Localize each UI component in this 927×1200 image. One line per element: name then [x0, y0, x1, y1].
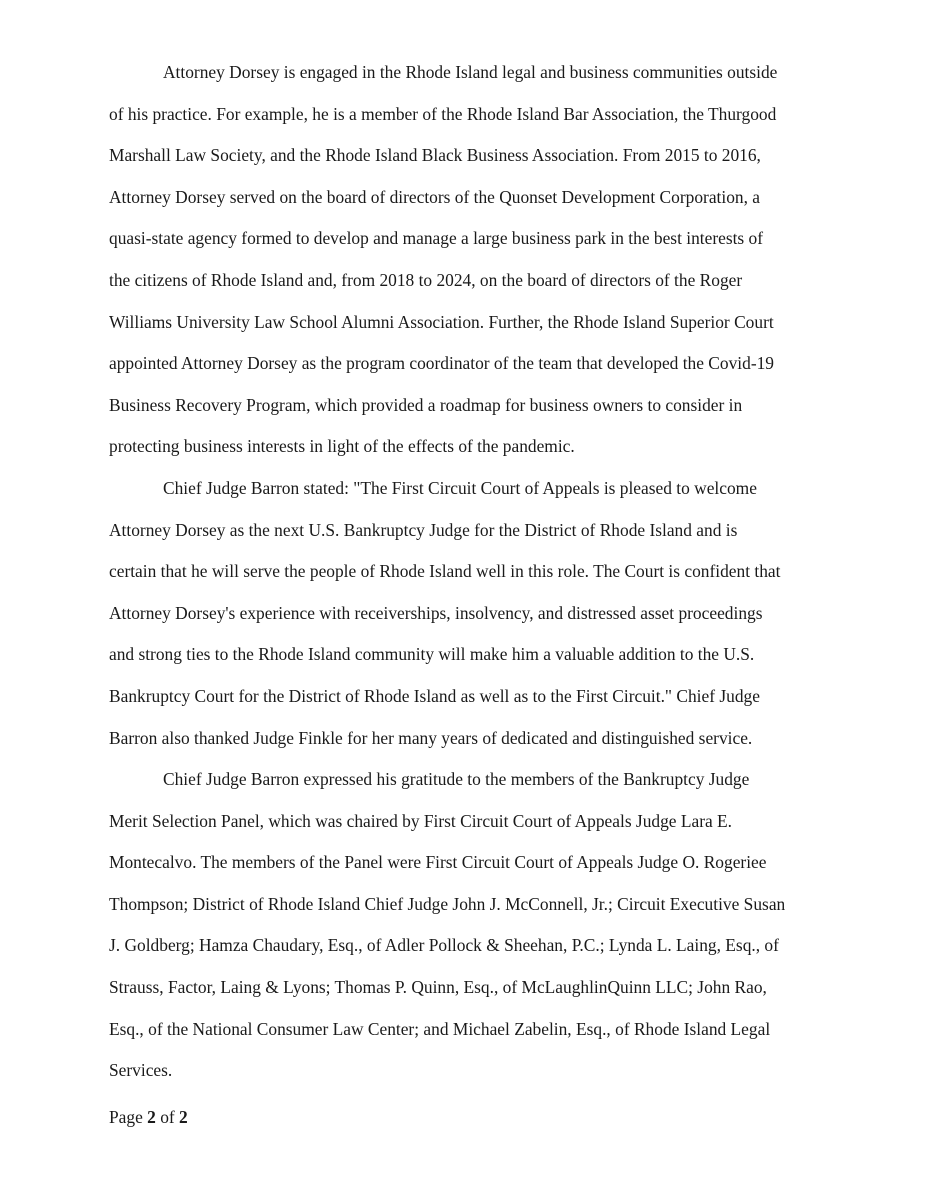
text-line: J. Goldberg; Hamza Chaudary, Esq., of Adler Pollock & Sheehan, P.C.; Lynda L. Laing, Esq., of: [109, 935, 779, 956]
text-line: Bankruptcy Court for the District of Rhode Island as well as to the First Circuit." Chief Judge: [109, 685, 760, 706]
document-body: [109, 52, 822, 1092]
text-line: Montecalvo. The members of the Panel were First Circuit Court of Appeals Judge O. Rogeriee: [109, 852, 767, 873]
text-line: Thompson; District of Rhode Island Chief Judge John J. McConnell, Jr.; Circuit Executive Susan: [109, 893, 786, 914]
text-line: the citizens of Rhode Island and, from 2018 to 2024, on the board of directors of the Roger: [109, 269, 743, 290]
page-number-total: 2: [179, 1107, 188, 1127]
text-line: Attorney Dorsey served on the board of directors of the Quonset Development Corporation, a: [109, 186, 761, 207]
text-line: Attorney Dorsey is engaged in the Rhode Island legal and business communities outside: [163, 62, 778, 82]
text-line: and strong ties to the Rhode Island community will make him a valuable addition to the U.S.: [109, 644, 755, 665]
text-line: Marshall Law Society, and the Rhode Island Black Business Association. From 2015 to 2016,: [109, 145, 761, 166]
text-line: Services.: [109, 1060, 173, 1081]
text-line: quasi-state agency formed to develop and manage a large business park in the best interests of: [109, 228, 764, 249]
text-line: Chief Judge Barron expressed his gratitude to the members of the Bankruptcy Judge: [163, 769, 750, 790]
text-line: Attorney Dorsey's experience with receiverships, insolvency, and distressed asset proceedings: [109, 602, 763, 623]
text-line: of his practice. For example, he is a member of the Rhode Island Bar Association, the Thurgood: [109, 103, 777, 124]
paragraph-barron-statement: [109, 468, 822, 759]
page-number-prefix: Page: [109, 1107, 148, 1127]
paragraph-dorsey-community: [109, 52, 822, 468]
paragraph-selection-panel: [109, 759, 822, 1092]
page-number-current: 2: [147, 1107, 156, 1127]
page-number-middle: of: [155, 1107, 180, 1127]
text-line: Esq., of the National Consumer Law Center; and Michael Zabelin, Esq., of Rhode Island Legal: [109, 1018, 771, 1039]
text-line: Business Recovery Program, which provided a roadmap for business owners to consider in: [109, 394, 743, 415]
text-line: protecting business interests in light of the effects of the pandemic.: [109, 436, 575, 457]
page-number: [109, 1103, 188, 1131]
text-line: Strauss, Factor, Laing & Lyons; Thomas P. Quinn, Esq., of McLaughlinQuinn LLC; John Rao,: [109, 977, 767, 998]
text-line: Barron also thanked Judge Finkle for her many years of dedicated and distinguished service.: [109, 727, 753, 748]
text-line: Chief Judge Barron stated: "The First Circuit Court of Appeals is pleased to welcome: [163, 477, 757, 498]
text-line: Williams University Law School Alumni Association. Further, the Rhode Island Superior Court: [109, 311, 774, 332]
text-line: certain that he will serve the people of Rhode Island well in this role. The Court is confident that: [109, 561, 781, 582]
text-line: appointed Attorney Dorsey as the program coordinator of the team that developed the Covid-19: [109, 353, 775, 374]
text-line: Merit Selection Panel, which was chaired by First Circuit Court of Appeals Judge Lara E.: [109, 810, 733, 831]
text-line: Attorney Dorsey as the next U.S. Bankruptcy Judge for the District of Rhode Island and is: [109, 519, 738, 540]
